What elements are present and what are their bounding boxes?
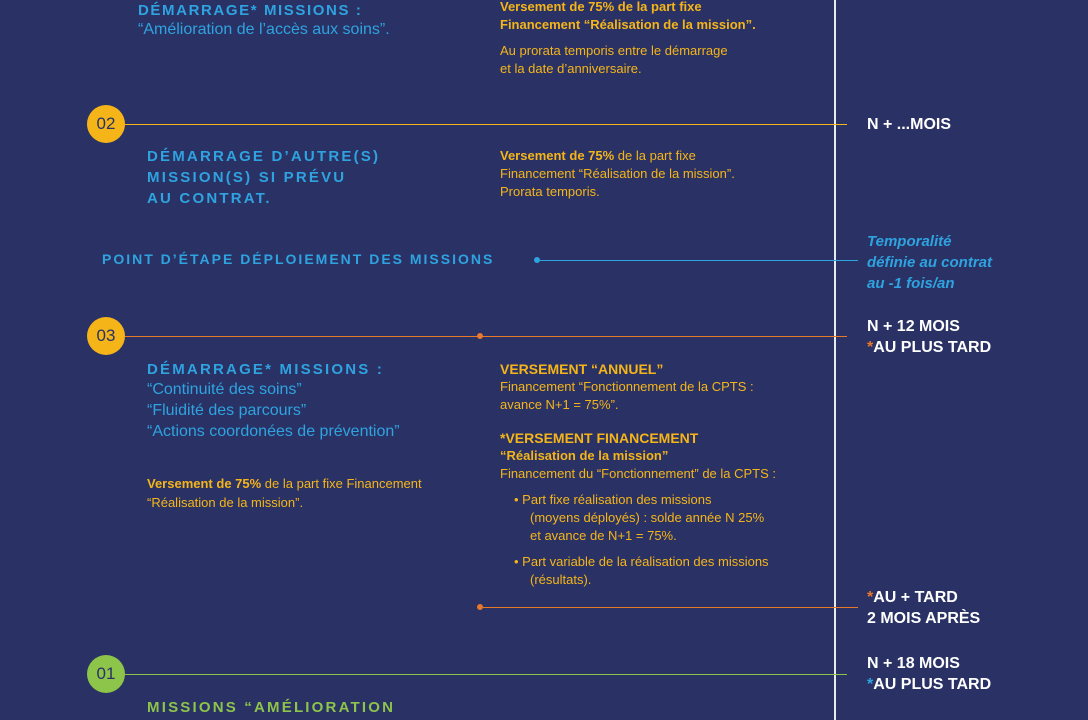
checkpoint-right-2: définie au contrat [867,254,993,271]
step03-deadline [867,316,991,358]
step01-right-2: AU PLUS TARD [873,676,992,693]
checkpoint-timing [867,231,992,294]
step02-payment [500,147,735,201]
step02-pay-line2: Financement “Réalisation de la mission”. [500,166,735,181]
checkpoint-right-1: Temporalité [867,233,952,250]
step03-line [125,336,847,337]
step03-payment [147,474,422,512]
step03-heading: DÉMARRAGE* MISSIONS : [147,361,385,378]
annual-line-1: Financement “Fonctionnement de la CPTS : [500,379,754,394]
step02-heading-2: MISSION(S) SI PRÉVU [147,169,347,186]
step03-dot [477,333,483,339]
block0-prorata-1: Au prorata temporis entre le démarrage [500,43,728,58]
step01-star: * [867,676,874,693]
late-line-1: AU + TARD [873,589,958,606]
step02-pay-line3: Prorata temporis. [500,184,600,199]
annual-title: VERSEMENT “ANNUEL” [500,361,664,377]
step02-pay-rest: de la part fixe [614,148,696,163]
bullet-fixed [514,491,764,545]
bullet1-line-2: (moyens déployés) : solde année N 25% [530,510,765,525]
annual-line-2: avance N+1 = 75%”. [500,397,619,412]
block0-heading: DÉMARRAGE* MISSIONS : [138,2,363,19]
step02-pay-bold: Versement de 75% [500,148,615,163]
block0-payment [500,0,756,34]
step03-right-2: AU PLUS TARD [873,339,992,356]
step03-badge: 03 [87,317,125,355]
bullet-variable [514,553,769,589]
step01-badge: 01 [87,655,125,693]
block0-subtitle: “Amélioration de l’accès aux soins”. [138,21,390,38]
financing-line: Financement du “Fonctionnement” de la CPTS : [500,466,777,481]
step01-line [125,674,847,675]
checkpoint-right-3: au -1 fois/an [867,275,955,292]
late-deadline [867,587,980,629]
step03-pay-line2: “Réalisation de la mission”. [147,495,304,510]
financing-subtitle: “Réalisation de la mission” [500,448,669,463]
step03-right-1: N + 12 MOIS [867,318,960,335]
annual-payment [500,360,754,414]
step03-missions [147,379,400,442]
step02-heading-1: DÉMARRAGE D’AUTRE(S) [147,148,381,165]
checkpoint-label: POINT D’ÉTAPE DÉPLOIEMENT DES MISSIONS [102,251,495,267]
block0-pay-bold: Versement de 75% de la part fixe [500,0,702,14]
step02-heading-3: AU CONTRAT. [147,190,272,207]
bullet2-line-1: • Part variable de la réalisation des missions [514,554,769,569]
block0-pay-line2: Financement “Réalisation de la mission”. [500,17,756,32]
late-line-2: 2 MOIS APRÈS [867,610,981,627]
checkpoint-line [540,260,858,261]
bullet1-line-3: et avance de N+1 = 75%. [530,528,677,543]
step03-star: * [867,339,874,356]
step02-heading [147,146,380,209]
step03-mission-1: “Continuité des soins” [147,381,302,398]
step01-heading: MISSIONS “AMÉLIORATION [147,699,396,716]
step03-mission-2: “Fluidité des parcours” [147,402,307,419]
timeline-axis [834,0,836,720]
step03-pay-bold: Versement de 75% [147,476,262,491]
step03-pay-rest: de la part fixe Financement [261,476,422,491]
late-line [483,607,858,608]
step03-mission-3: “Actions coordonées de prévention” [147,423,400,440]
step01-deadline [867,653,991,695]
step02-line [125,124,847,125]
step01-right-1: N + 18 MOIS [867,655,960,672]
late-star: * [867,589,874,606]
financing-title: *VERSEMENT FINANCEMENT [500,430,699,446]
block0-prorata [500,42,728,78]
bullet2-line-2: (résultats). [530,572,592,587]
step02-badge: 02 [87,105,125,143]
financing-payment [500,429,776,483]
bullet1-line-1: • Part fixe réalisation des missions [514,492,712,507]
step02-right-label: N + ...MOIS [867,116,952,133]
block0-prorata-2: et la date d’anniversaire. [500,61,642,76]
